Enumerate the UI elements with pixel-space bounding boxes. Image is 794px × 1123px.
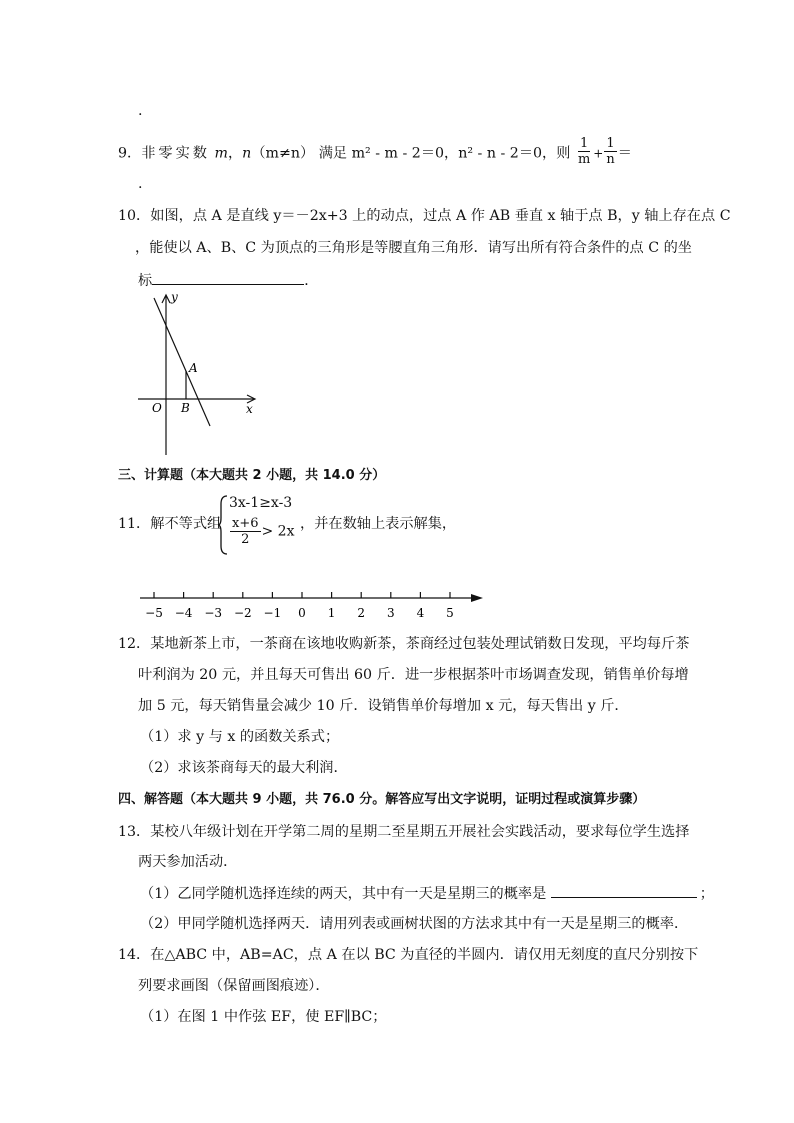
plus-sign: +	[593, 146, 604, 161]
question-11-number: 11．	[118, 516, 151, 532]
question-13-line-2: 两天参加活动．	[138, 854, 238, 870]
question-12-line-2: 叶利润为 20 元，并且每天可售出 60 斤．进一步根据茶叶市场调查发现，销售单价每增	[138, 667, 689, 683]
question-10-label: 标	[138, 273, 153, 289]
question-14-text-1: 在△ABC 中，AB=AC，点 A 在以 BC 为直径的半圆内．请仅用无刻度的直尺分别按下	[150, 947, 699, 963]
number-line-arrow	[471, 594, 483, 602]
question-13-number: 13．	[118, 824, 151, 840]
question-11-lead	[118, 514, 221, 534]
section-4-heading: 四、解答题（本大题共 9 小题，共 76.0 分。解答应写出文字说明，证明过程或演算步骤）	[118, 792, 646, 807]
leading-dot: .	[138, 103, 143, 119]
number-line-tick-label: 3	[386, 606, 395, 620]
number-line-tick-label: 5	[446, 606, 454, 620]
question-14-line-2: 列要求画图（保留画图痕迹）．	[138, 978, 330, 994]
origin-label: O	[152, 401, 162, 415]
number-line-tick-label: −1	[263, 606, 282, 620]
question-10-number: 10．	[118, 208, 151, 224]
question-14-number: 14．	[118, 947, 151, 963]
inequality-2	[229, 516, 294, 547]
question-13-line-1	[118, 822, 689, 842]
question-10-line-1	[118, 206, 731, 226]
answer-blank[interactable]	[152, 270, 304, 285]
section-3-heading: 三、计算题（本大题共 2 小题，共 14.0 分）	[118, 468, 386, 483]
probability-answer-blank[interactable]	[551, 883, 697, 898]
number-line	[130, 588, 490, 624]
question-10-period: ．	[304, 273, 319, 289]
question-11-pre: 解不等式组	[150, 516, 222, 532]
question-13-sub-2: （2）甲同学随机选择两天．请用列表或画树状图的方法求其中有一天是星期三的概率．	[140, 916, 689, 932]
inequality-2-rhs: > 2x	[261, 523, 295, 540]
number-line-tick-label: 4	[416, 606, 425, 620]
question-13-text-1: 某校八年级计划在开学第二周的星期二至星期五开展社会实践活动，要求每位学生选择	[150, 824, 690, 840]
question-13-sub-1-end: ；	[699, 886, 714, 902]
question-9-condition: 满足 m² - m - 2＝0，n² - n - 2＝0，则	[318, 145, 571, 162]
question-10-line-2: ，能使以 A、B、C 为顶点的三角形是等腰直角三角形．请写出所有符合条件的点 C 的坐	[135, 240, 692, 256]
question-12-sub-1: （1）求 y 与 x 的函数关系式；	[140, 729, 340, 745]
fraction-x-plus-6-over-2: $\frac{x+6}{2}$	[232, 516, 259, 547]
comma: ，	[227, 145, 243, 162]
number-line-tick-label: −2	[233, 606, 252, 620]
fraction-1-over-m: $\frac{1}{m}$	[577, 136, 591, 167]
question-10-text-1: 如图，点 A 是直线 y＝－2x+3 上的动点，过点 A 作 AB 垂直 x 轴于点 B，y 轴上存在点 C	[150, 208, 731, 224]
question-12-sub-2: （2）求该茶商每天的最大利润．	[140, 760, 348, 776]
question-9-pre: 非零实数	[141, 145, 210, 162]
question-14-line-1	[118, 945, 698, 965]
x-axis-label: x	[246, 402, 253, 416]
number-line-tick-label: −5	[145, 606, 163, 620]
fraction-1-over-n: $\frac{1}{n}$	[606, 136, 615, 167]
number-line-tick-label: −3	[204, 606, 223, 620]
question-12-number: 12．	[118, 636, 151, 652]
question-9	[118, 138, 632, 169]
number-line-tick-label: 0	[298, 606, 306, 620]
var-m: m	[214, 145, 228, 162]
var-n: n	[242, 145, 252, 162]
point-b-label: B	[181, 401, 190, 415]
question-12-line-1	[118, 634, 689, 654]
question-9-answer-dot: .	[138, 176, 143, 192]
y-axis-label: y	[171, 292, 178, 304]
question-11-post: ，并在数轴上表示解集，	[300, 516, 457, 532]
question-13-sub-1	[140, 883, 714, 904]
question-14-sub-1: （1）在图 1 中作弦 EF，使 EF∥BC；	[140, 1009, 387, 1025]
number-line-tick-label: −4	[174, 606, 193, 620]
number-line-tick-label: 2	[357, 606, 366, 620]
number-line-tick-label: 1	[327, 606, 336, 620]
inequality-1: 3x-1≥x-3	[229, 495, 293, 511]
system-brace	[217, 494, 229, 556]
question-9-number: 9．	[118, 145, 142, 162]
question-13-sub-1-text: （1）乙同学随机选择连续的两天，其中有一天是星期三的概率是	[140, 886, 547, 902]
line-graph-figure	[130, 292, 265, 457]
equals-sign: ＝	[617, 145, 632, 162]
question-9-paren: （m≠n）	[251, 145, 315, 162]
point-a-label: A	[189, 361, 198, 375]
question-10-line-3	[138, 270, 318, 291]
question-12-line-3: 加 5 元，每天销售量会减少 10 斤．设销售单价每增加 x 元，每天售出 y 斤．	[138, 698, 629, 714]
question-12-text-1: 某地新茶上市，一茶商在该地收购新茶，茶商经过包装处理试销数日发现，平均每斤茶	[150, 636, 690, 652]
